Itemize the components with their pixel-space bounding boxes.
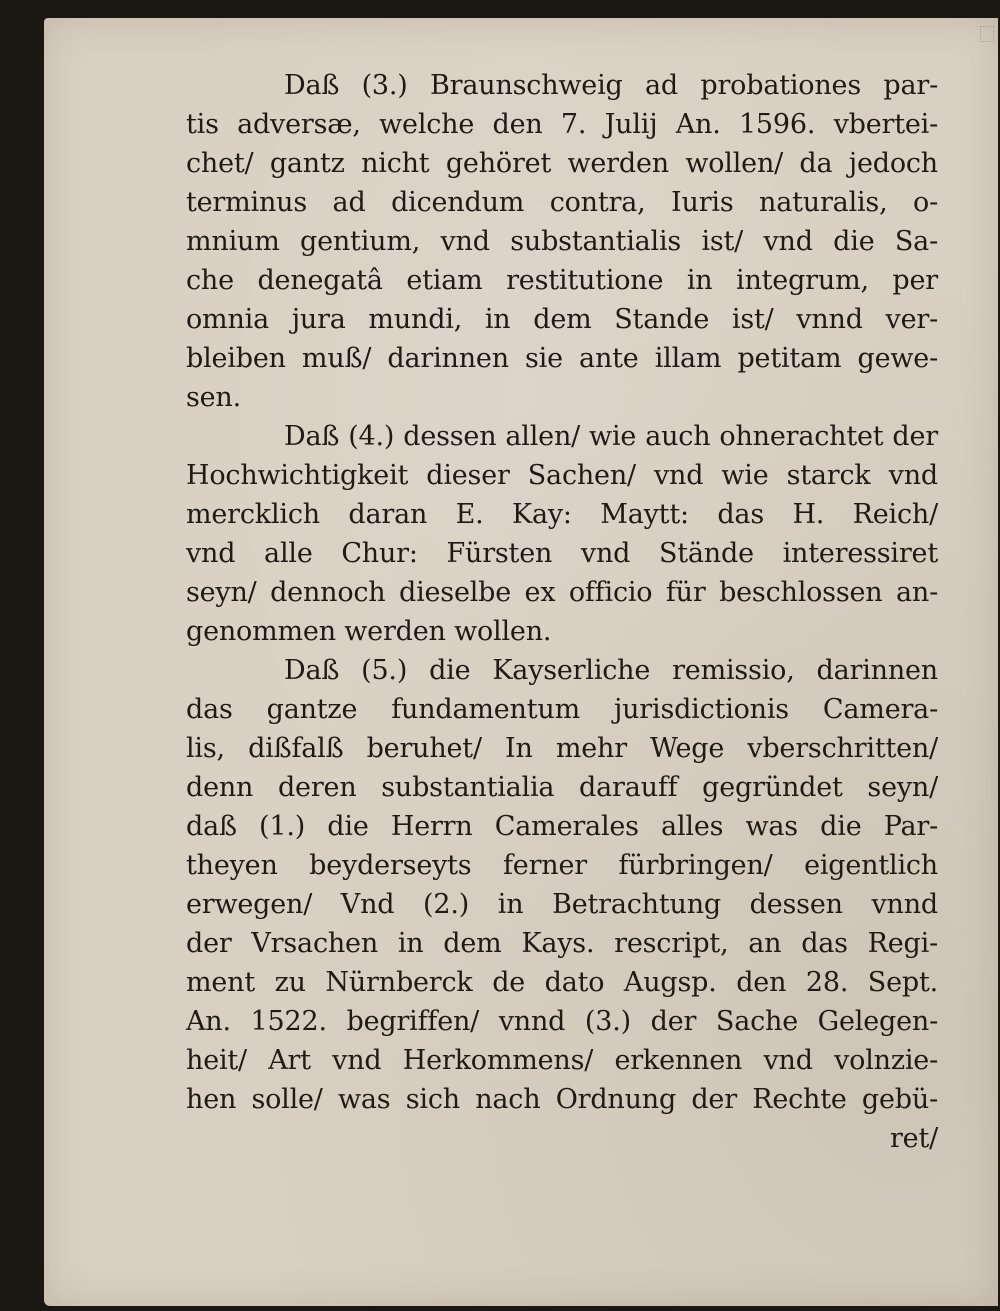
text-line: lis, dißfalß beruhet/ In mehr Wege vberschritten/ — [186, 733, 938, 764]
text-line: genommen werden wollen. — [186, 616, 552, 647]
page-text — [186, 66, 938, 1158]
text-line: erwegen/ Vnd (2.) in Betrachtung dessen vnnd — [186, 889, 938, 920]
catchword: ret/ — [889, 1123, 938, 1154]
text-line: mnium gentium, vnd substantialis ist/ vnd die Sa- — [186, 226, 938, 257]
paragraph-4-dessen-allen — [186, 417, 938, 651]
scan-corner-mark — [980, 26, 994, 42]
text-line: theyen beyderseyts ferner fürbringen/ eigentlich — [186, 850, 938, 881]
text-line: bleiben muß/ darinnen sie ante illam petitam gewe- — [186, 343, 938, 374]
text-line: sen. — [186, 382, 242, 413]
text-line: Hochwichtigkeit dieser Sachen/ vnd wie starck vnd — [186, 460, 938, 491]
text-line: tis adversæ, welche den 7. Julij An. 1596. vbertei- — [186, 109, 938, 140]
text-line: Daß (4.) dessen allen/ wie auch ohnerachtet der — [284, 421, 938, 452]
text-line: Daß (5.) die Kayserliche remissio, darinnen — [284, 655, 938, 686]
text-line: vnd alle Chur: Fürsten vnd Stände interessiret — [186, 538, 938, 569]
text-line: terminus ad dicendum contra, Iuris naturalis, o- — [186, 187, 938, 218]
paragraph-3-braunschweig — [186, 66, 938, 417]
text-line: denn deren substantialia darauff gegründet seyn/ — [186, 772, 938, 803]
text-line: Daß (3.) Braunschweig ad probationes par- — [284, 70, 938, 101]
text-line: mercklich daran E. Kay: Maytt: das H. Reich/ — [186, 499, 938, 530]
text-line: chet/ gantz nicht gehöret werden wollen/ da jedoch — [186, 148, 938, 179]
text-line: che denegatâ etiam restitutione in integrum, per — [186, 265, 938, 296]
text-line: seyn/ dennoch dieselbe ex officio für beschlossen an- — [186, 577, 938, 608]
text-line: das gantze fundamentum jurisdictionis Camera- — [186, 694, 938, 725]
text-line: omnia jura mundi, in dem Stande ist/ vnnd ver- — [186, 304, 938, 335]
text-line: ment zu Nürnberck de dato Augsp. den 28. Sept. — [186, 967, 938, 998]
paragraph-5-kayserliche-remissio — [186, 651, 938, 1119]
text-line: An. 1522. begriffen/ vnnd (3.) der Sache Gelegen- — [186, 1006, 938, 1037]
text-line: hen solle/ was sich nach Ordnung der Rechte gebü- — [186, 1084, 938, 1115]
text-line: heit/ Art vnd Herkommens/ erkennen vnd volnzie- — [186, 1045, 938, 1076]
text-line: der Vrsachen in dem Kays. rescript, an das Regi- — [186, 928, 938, 959]
text-line: daß (1.) die Herrn Camerales alles was die Par- — [186, 811, 938, 842]
